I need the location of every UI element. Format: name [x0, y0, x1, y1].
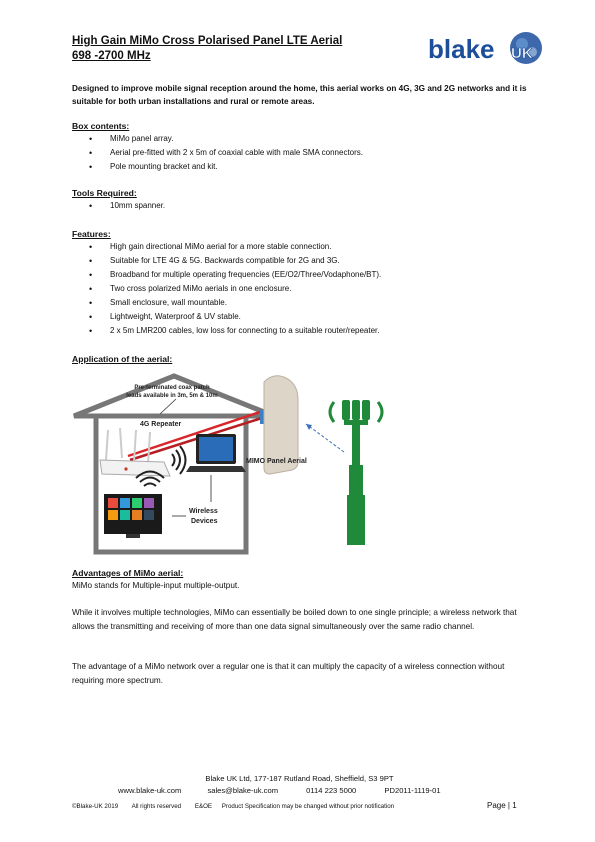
box-contents-section [72, 121, 363, 174]
advantages-paragraph-1: MiMo stands for Multiple-input multiple-output. [72, 581, 240, 590]
list-item: • MiMo panel array. [72, 132, 363, 146]
list-item: • Lightweight, Waterproof & UV stable. [72, 310, 381, 324]
list-item: • High gain directional MiMo aerial for a more stable connection. [72, 240, 381, 254]
footer-contact-row [118, 785, 441, 797]
features-heading: Features: [72, 229, 111, 239]
cable-label-arrow [160, 399, 176, 414]
footer-address: Blake UK Ltd, 177-187 Rutland Road, Sheffield, S3 9PT [205, 774, 394, 783]
logo-uk: UK [511, 45, 533, 62]
footer-legal [72, 802, 527, 812]
footer-eoe: E&OE [194, 803, 213, 810]
wireless-label-line-2: Devices [191, 518, 218, 525]
application-diagram [68, 370, 398, 555]
footer-email[interactable]: sales@blake-uk.com [207, 786, 279, 795]
box-contents-heading: Box contents: [72, 121, 130, 131]
footer-ref: PD2011-1119-01 [384, 786, 441, 795]
smart-tv-icon [104, 494, 162, 538]
repeater-label: 4G Repeater [140, 421, 182, 428]
tools-heading: Tools Required: [72, 188, 137, 198]
logo-wordmark: blake [428, 34, 495, 64]
blake-uk-logo [428, 30, 548, 70]
title-line-1: High Gain MiMo Cross Polarised Panel LTE Aerial [72, 35, 343, 47]
features-list [72, 240, 381, 338]
title-line-2: 698 -2700 MHz [72, 50, 151, 62]
list-item: • Suitable for LTE 4G & 5G. Backwards compatible for 2G and 3G. [72, 254, 381, 268]
list-item: • Small enclosure, wall mountable. [72, 296, 381, 310]
footer-website[interactable]: www.blake-uk.com [118, 786, 182, 795]
advantages-heading: Advantages of MiMo aerial: [72, 568, 184, 578]
advantages-paragraph-3: The advantage of a MiMo network over a regular one is that it can multiply the capacity of a wireless connection without requiring more spectrum. [72, 662, 505, 685]
cell-mast-icon [342, 400, 370, 545]
list-item: • Broadband for multiple operating frequencies (EE/O2/Three/Vodaphone/BT). [72, 268, 381, 282]
list-item: • 2 x 5m LMR200 cables, low loss for connecting to a suitable router/repeater. [72, 324, 381, 338]
document-title [72, 34, 342, 64]
wifi-signal-icon [172, 446, 186, 474]
footer-notice: Product Specification may be changed without prior notification [221, 803, 395, 810]
application-heading: Application of the aerial: [72, 354, 173, 364]
panel-aerial-label: MIMO Panel Aerial [246, 458, 307, 465]
list-item: • Aerial pre-fitted with 2 x 5m of coaxial cable with male SMA connectors. [72, 146, 363, 160]
cable-label-line-2: leads available in 3m, 5m & 10m [126, 393, 218, 399]
box-contents-list [72, 132, 363, 174]
wireless-label-line-1: Wireless [189, 508, 218, 515]
tools-list [72, 199, 165, 213]
cable-label-line-1: Pre-terminated coax patch [134, 385, 210, 391]
list-item: • Two cross polarized MiMo aerials in one enclosure. [72, 282, 381, 296]
list-item: • 10mm spanner. [72, 199, 165, 213]
tools-section [72, 188, 165, 213]
footer-rights: All rights reserved [131, 803, 182, 810]
footer-phone: 0114 223 5000 [306, 786, 357, 795]
footer-copyright: ©Blake-UK 2019 [72, 803, 119, 810]
list-item: • Pole mounting bracket and kit. [72, 160, 363, 174]
signal-direction-arrow [306, 424, 344, 452]
page-number: Page | 1 [487, 801, 517, 810]
intro-paragraph: Designed to improve mobile signal reception around the home, this aerial works on 4G, 3G and 2G networks and it is suitable for both urban installations and rural or remote areas. [72, 84, 527, 106]
advantages-paragraph-2: While it involves multiple technologies, MiMo can essentially be boiled down to one single principle; a wireless network that allows the transmitting and receiving of more than one data signal simultaneously over the same radio channel. [72, 608, 517, 631]
repeater-device [100, 428, 170, 476]
coax-cable-1 [128, 412, 260, 456]
features-section [72, 229, 381, 338]
